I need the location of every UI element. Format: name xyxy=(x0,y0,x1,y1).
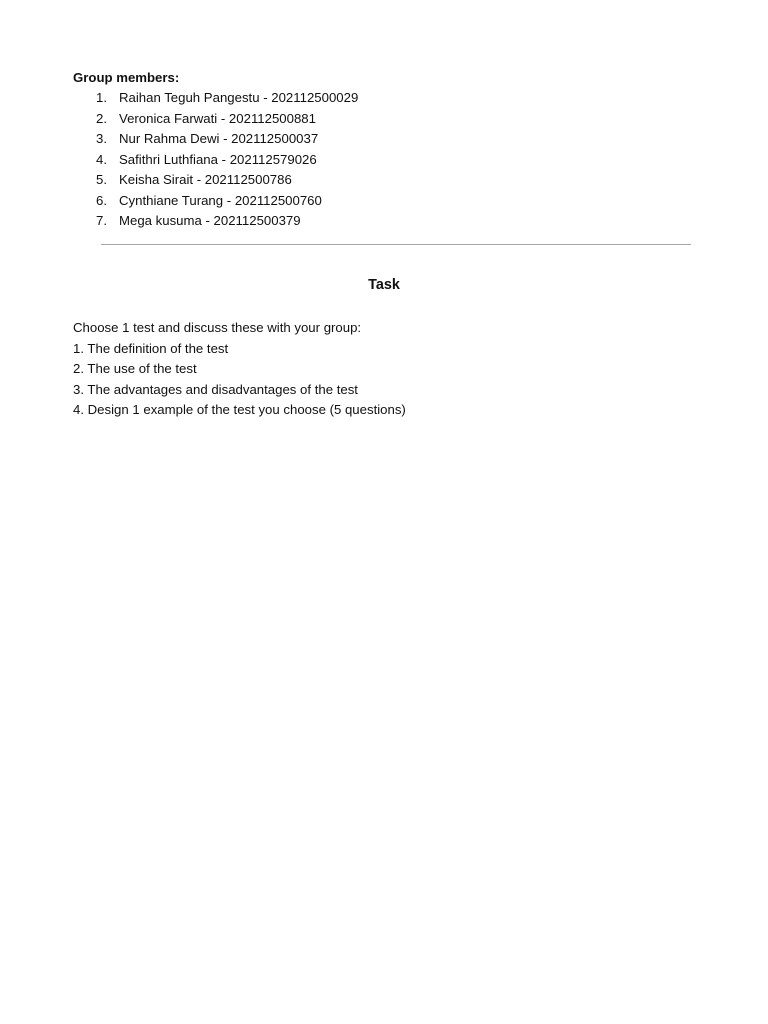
list-item-text: Mega kusuma - 202112500379 xyxy=(119,213,301,228)
list-item-text: Cynthiane Turang - 202112500760 xyxy=(119,192,322,208)
task-item: 2. The use of the test xyxy=(73,361,197,376)
task-title: Task xyxy=(368,277,400,293)
list-item-text: Nur Rahma Dewi - 202112500037 xyxy=(119,131,319,146)
list-item-number: 6. xyxy=(96,192,107,208)
task-instructions xyxy=(73,318,406,421)
list-item-text: Raihan Teguh Pangestu - 202112500029 xyxy=(119,90,359,105)
horizontal-divider xyxy=(101,244,691,245)
list-item-text: Safithri Luthfiana - 202112579026 xyxy=(119,151,317,167)
list-item-number: 1. xyxy=(96,90,107,105)
task-item: 3. The advantages and disadvantages of the test xyxy=(73,381,358,397)
group-members-heading: Group members: xyxy=(73,70,180,85)
list-item-text: Keisha Sirait - 202112500786 xyxy=(119,172,292,187)
list-item-number: 5. xyxy=(96,172,107,187)
task-item: 4. Design 1 example of the test you choose (5 questions) xyxy=(73,402,406,417)
list-item-text: Veronica Farwati - 202112500881 xyxy=(119,110,316,126)
list-item-number: 3. xyxy=(96,131,107,146)
list-item-number: 2. xyxy=(96,110,107,126)
task-item: 1. The definition of the test xyxy=(73,340,229,356)
list-item-number: 4. xyxy=(96,151,107,167)
task-intro: Choose 1 test and discuss these with your group: xyxy=(73,320,362,335)
list-item-number: 7. xyxy=(96,213,107,228)
